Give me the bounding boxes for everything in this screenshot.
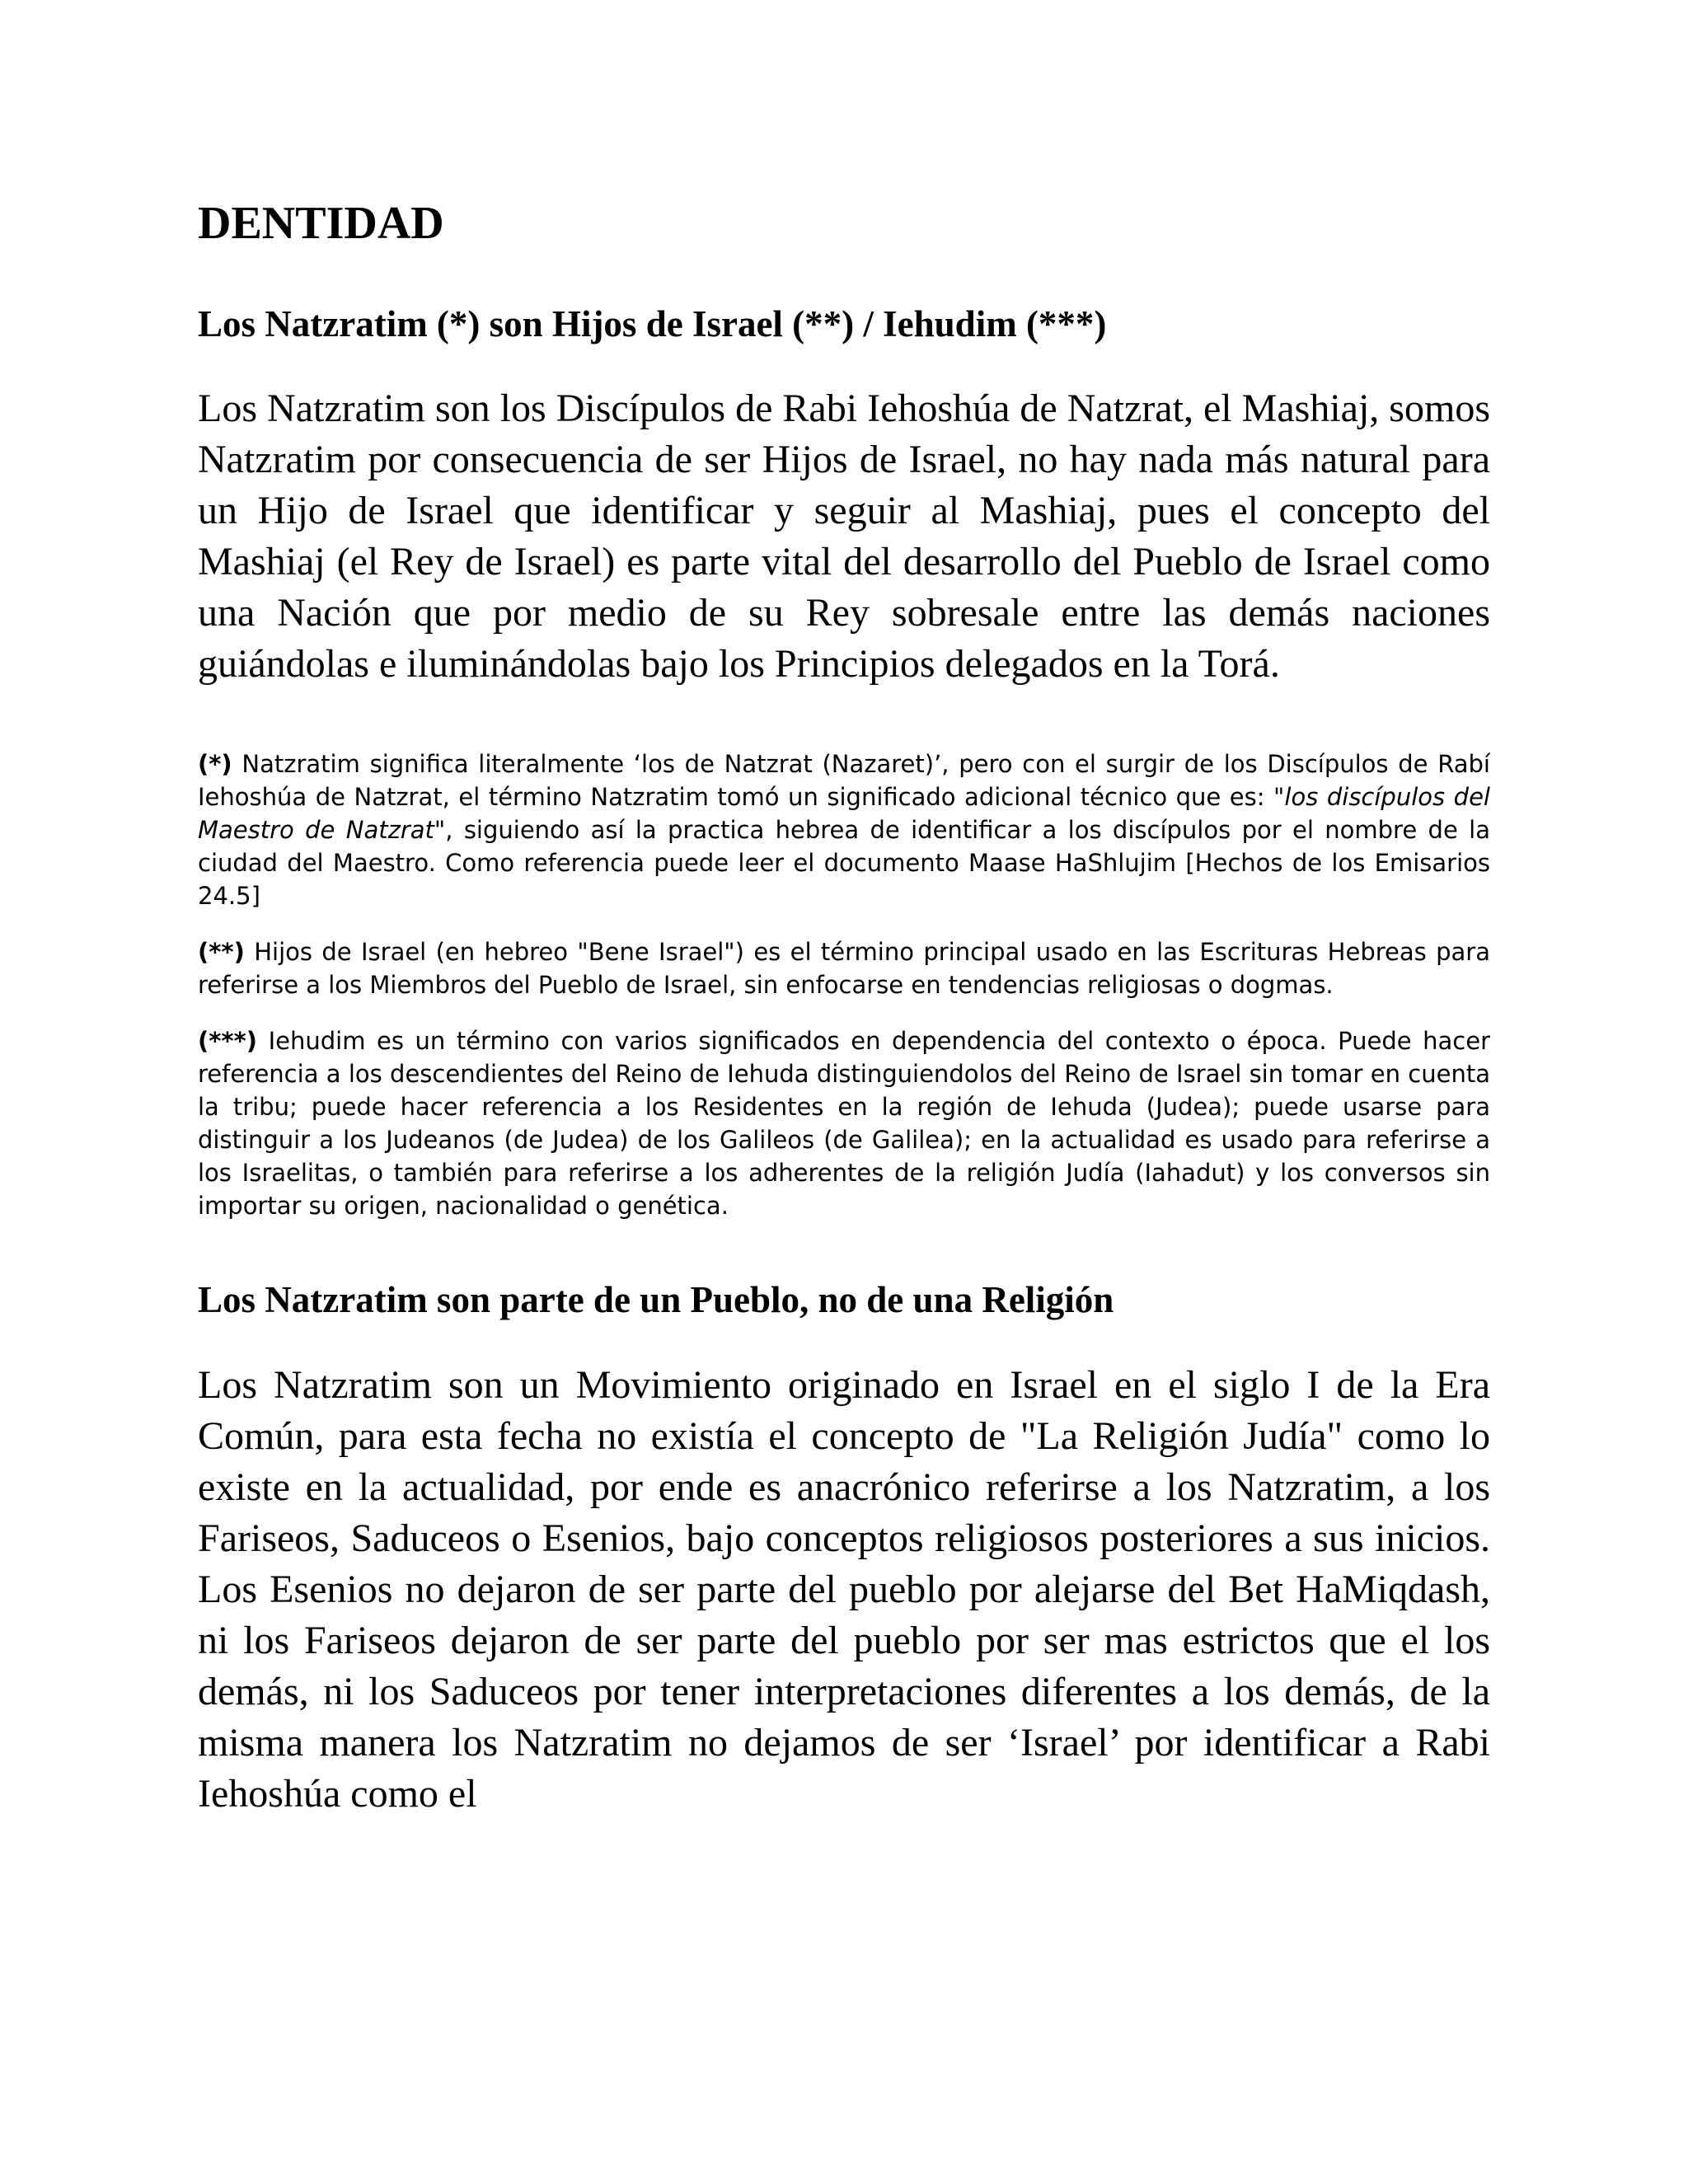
footnote-marker: (*) <box>198 750 232 779</box>
footnote-text: Iehudim es un término con varios significados en dependencia del contexto o época. Puede hacer referencia a los descendientes del Reino de Iehuda distinguiendolos del Reino de Israel sin tomar en cuenta la tribu; puede hacer referencia a los Residentes en la región de Iehuda (Judea); puede usarse para distinguir a los Judeanos (de Judea) de los Galileos (de Galilea); en la actualidad es usado para referirse a los Israelitas, o también para referirse a los adherentes de la religión Judía (Iahadut) y los conversos sin importar su origen, nacionalidad o genética. <box>198 1027 1490 1221</box>
footnote-marker: (**) <box>198 938 245 967</box>
section-paragraph-people: Los Natzratim son un Movimiento originado en Israel en el siglo I de la Era Común, para esta fecha no existía el concepto de "La Religión Judía" como lo existe en la actualidad, por ende es anacrónico referirse a los Natzratim, a los Fariseos, Saduceos o Esenios, bajo conceptos religiosos posteriores a sus inicios. Los Esenios no dejaron de ser parte del pueblo por alejarse del Bet HaMiqdash, ni los Fariseos dejaron de ser parte del pueblo por ser mas estrictos que el los demás, ni los Saduceos por tener interpretaciones diferentes a los demás, de la misma manera los Natzratim no dejamos de ser ‘Israel’ por identificar a Rabi Iehoshúa como el <box>198 1362 1490 1816</box>
section-paragraph-identity: Los Natzratim son los Discípulos de Rabi Iehoshúa de Natzrat, el Mashiaj, somos Natzratim por consecuencia de ser Hijos de Israel, no hay nada más natural para un Hijo de Israel que identificar y seguir al Mashiaj, pues el concepto del Mashiaj (el Rey de Israel) es parte vital del desarrollo del Pueblo de Israel como una Nación que por medio de su Rey sobresale entre las demás naciones guiándolas e iluminándolas bajo los Principios delegados en la Torá. <box>198 387 1490 687</box>
footnote-text: ", siguiendo así la practica hebrea de identificar a los discípulos por el nombre de la ciudad del Maestro. Como referencia puede leer el documento Maase HaShlujim [Hechos de los Emisarios 24.5] <box>198 816 1490 911</box>
footnote-text: Natzratim significa literalmente ‘los de Natzrat (Nazaret)’, pero con el surgir de los Discípulos de Rabí Iehoshúa de Natzrat, el término Natzratim tomó un significado adicional técnico que es: " <box>198 750 1490 812</box>
document-title: DENTIDAD <box>198 198 444 249</box>
footnote-hijos-de-israel <box>198 935 1490 1001</box>
section-heading-identity: Los Natzratim (*) son Hijos de Israel (**) / Iehudim (***) <box>198 303 1107 345</box>
footnote-italic-text: los discípulos del Maestro de Natzrat <box>198 783 1490 845</box>
section-heading-people: Los Natzratim son parte de un Pueblo, no de una Religión <box>198 1279 1114 1321</box>
footnote-natzratim <box>198 748 1490 912</box>
footnote-marker: (***) <box>198 1027 258 1056</box>
footnote-iehudim <box>198 1024 1490 1222</box>
footnote-text: Hijos de Israel (en hebreo "Bene Israel") es el término principal usado en las Escrituras Hebreas para referirse a los Miembros del Pueblo de Israel, sin enfocarse en tendencias religiosas o dogmas. <box>198 938 1490 1000</box>
